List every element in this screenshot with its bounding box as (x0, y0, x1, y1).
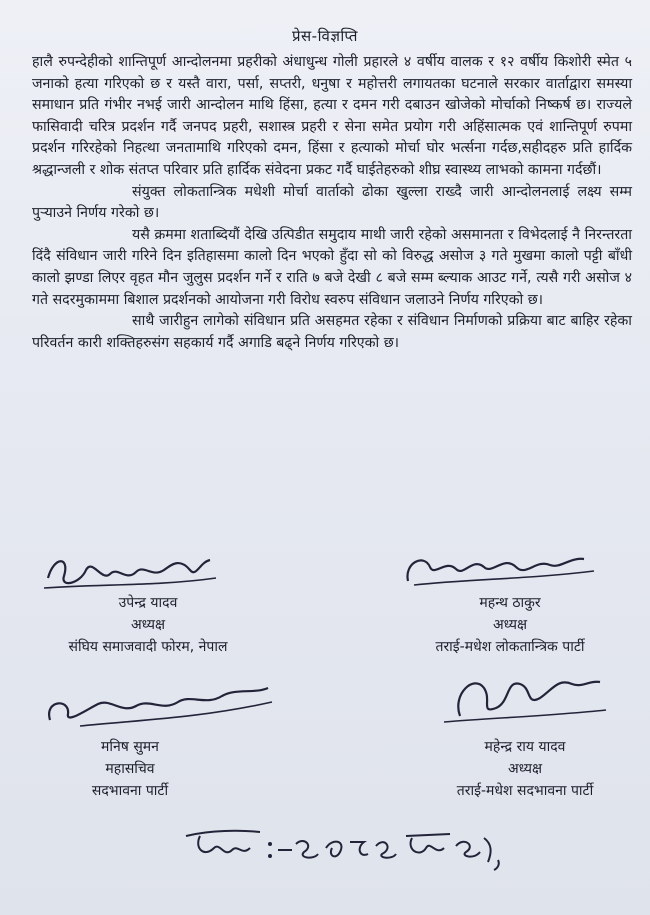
paragraph-2: संयुक्त लोकतान्त्रिक मधेशी मोर्चा वार्ताको ढोका खुल्ला राख्दै जारी आन्दोलनलाई लक्ष्य सम्म पुर्‍याउने निर्णय गरेको छ। (32, 183, 632, 222)
signatory-org: तराई-मधेश लोकतान्त्रिक पार्टी (435, 639, 585, 655)
signatory-block-1 (28, 592, 268, 658)
signatory-org: सदभावना पार्टी (91, 783, 169, 799)
signatory-role: महासचिव (105, 761, 155, 777)
signatory-role: अध्यक्ष (507, 761, 543, 777)
signature-upendra-yadav (40, 548, 220, 598)
signature-mahendra-rai-yadav (440, 668, 610, 728)
document-body (32, 52, 632, 354)
signatory-name: महेन्द्र राय यादव (484, 739, 566, 755)
signatory-block-3 (20, 736, 240, 802)
signature-manish-suman (40, 680, 280, 736)
signatory-org: तराई-मधेश सदभावना पार्टी (456, 783, 594, 799)
signatory-name: उपेन्द्र यादव (118, 595, 178, 611)
signatory-role: अध्यक्ष (130, 617, 166, 633)
signatory-block-2 (380, 592, 640, 658)
paragraph-3: यसै क्रममा शताब्दियौं देखि उत्पिडीत समुदाय माथी जारी रहेको असमानता र विभेदलाई नै निरन्तरता दिंदै संविधान जारी गरिने दिन इतिहासमा कालो दिन भएको हुँदा सो को विरुद्ध असोज ३ गते मुखमा कालो पट्टी बाँधी कालो झण्डा लिएर वृहत मौन जुलुस प्रदर्शन गर्ने र राति ७ बजे देखी ८ बजे सम्म ब्ल्याक आउट गर्ने, त्यसै गरी असोज ४ गते सदरमुकाममा बिशाल प्रदर्शनको आयोजना गरी विरोध स्वरुप संविधान जलाउने निर्णय गरिएको छ। (32, 226, 632, 308)
handwritten-date (180, 818, 510, 878)
signatory-org: संघिय समाजवादी फोरम, नेपाल (68, 639, 228, 655)
signatory-name: महन्थ ठाकुर (479, 595, 541, 611)
signatory-block-4 (410, 736, 640, 802)
signatory-role: अध्यक्ष (492, 617, 528, 633)
paragraph-4: साथै जारीहुन लागेको संविधान प्रति असहमत रहेका र संविधान निर्माणको प्रक्रिया बाट बाहिर रहेका परिवर्तन कारी शक्तिहरुसंग सहकार्य गर्दै अगाडि बढ्ने निर्णय गरिएको छ। (32, 313, 632, 351)
document-title: प्रेस-विज्ञप्ति (292, 27, 358, 45)
signature-mahantha-thakur (400, 545, 600, 593)
paragraph-1: हालै रुपन्देहीको शान्तिपूर्ण आन्दोलनमा प्रहरीको अंधाधुन्ध गोली प्रहारले ४ वर्षीय वालक र १२ वर्षीय किशोरी स्मेत ५ जनाको हत्या गरिएको छ र यस्तै वारा, पर्सा, सप्तरी, धनुषा र महोत्तरी लगायतका घटनाले सरकार वार्ताद्वारा समस्या समाधान प्रति गंभीर नभई जारी आन्दोलन माथि हिंसा, हत्या र दमन गरी दबाउन खोजेको मोर्चाको निष्कर्ष छ। राज्यले फासिवादी चरित्र प्रदर्शन गर्दै जनपद प्रहरी, सशास्त्र प्रहरी र सेना समेत प्रयोग गरी अहिंसात्मक एवं शान्तिपूर्ण रुपमा प्रदर्शन गरिरहेको निहत्था जनतामाथि गरिएको दमन, हिंसा र हत्याको मोर्चा घोर भर्त्सना गर्दछ,सहीदहरु प्रति हार्दिक श्रद्धान्जली र शोक संतप्त परिवार प्रति हार्दिक संवेदना प्रकट गर्दै घाईतेहरुको शीघ्र स्वास्थ्य लाभको कामना गर्दछौं। (32, 54, 632, 178)
signatory-name: मनिष सुमन (101, 739, 159, 755)
